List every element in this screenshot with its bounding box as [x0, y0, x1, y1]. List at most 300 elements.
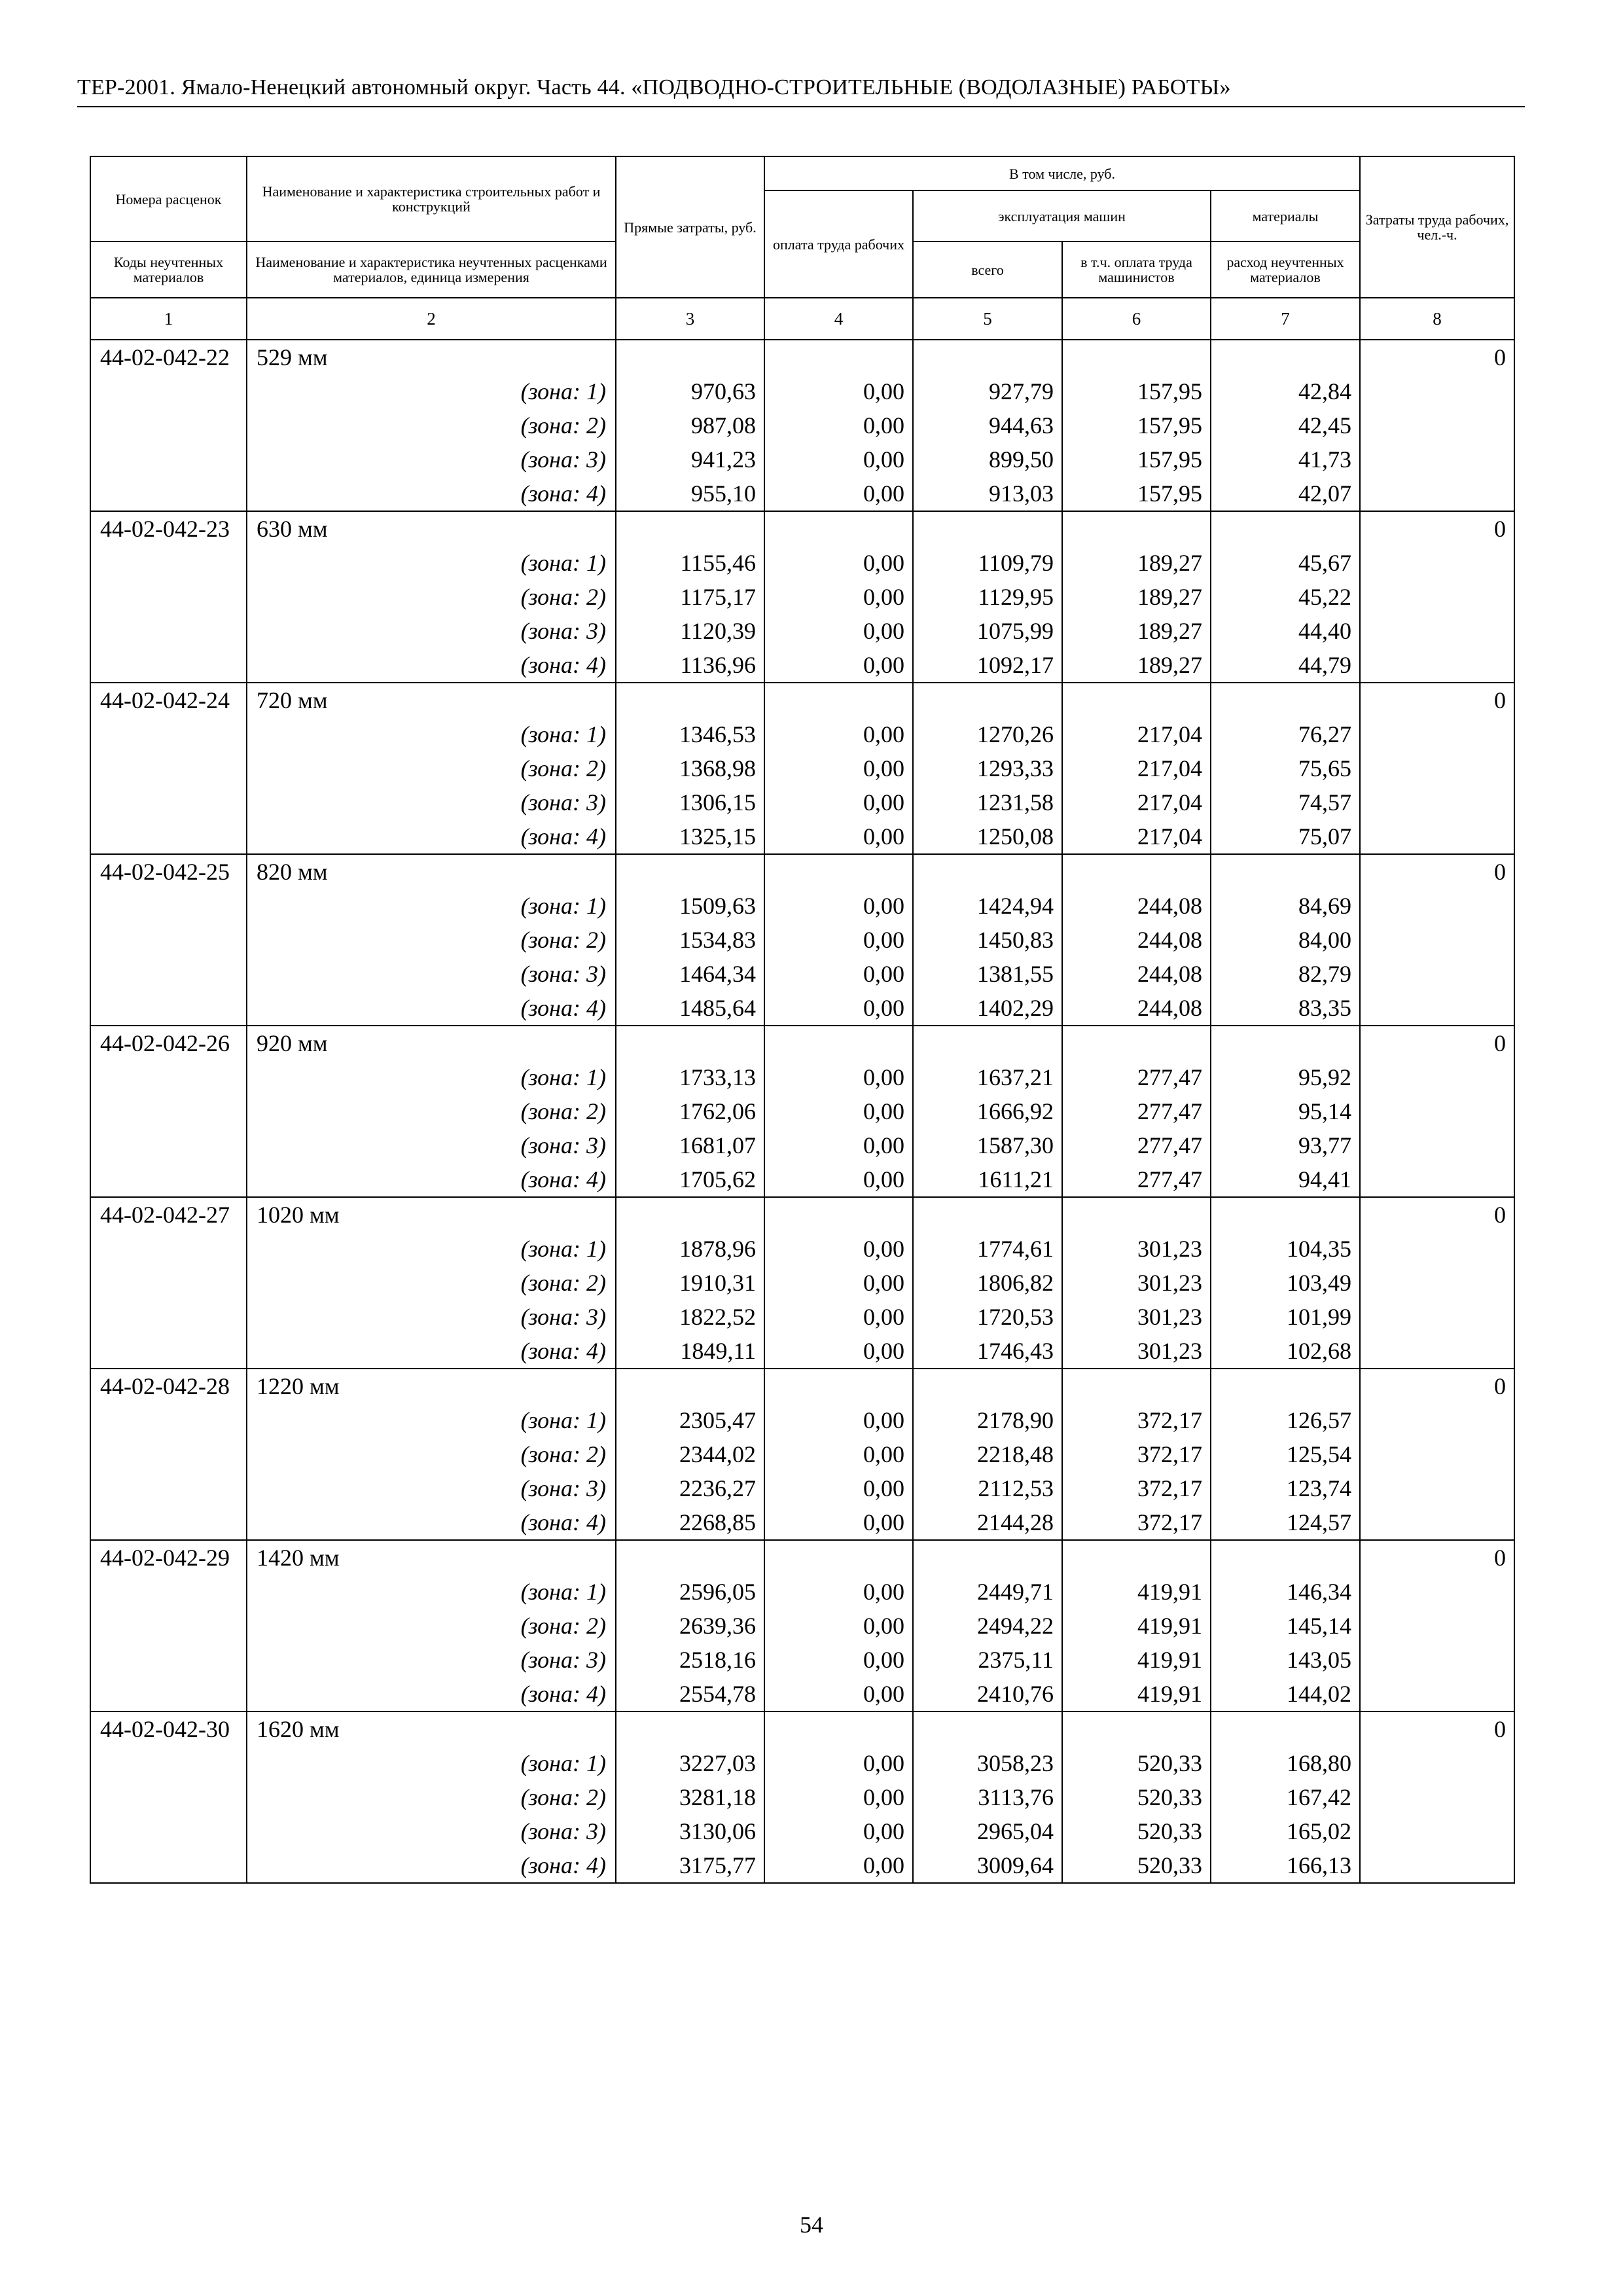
operator-wages-cell: 372,17 [1062, 1437, 1211, 1471]
header-unaccounted-codes: Коды неучтенных материалов [90, 242, 247, 298]
zone-label: (зона: 1) [247, 374, 616, 408]
rate-code: 44-02-042-24 [90, 683, 247, 717]
empty-cell [1211, 511, 1360, 546]
empty-cell [616, 1369, 764, 1403]
machines-total-cell: 1231,58 [913, 785, 1062, 819]
labor-cell: 0 [1360, 1197, 1514, 1232]
direct-cost-cell: 1681,07 [616, 1128, 764, 1162]
empty-cell [1360, 751, 1514, 785]
machines-total-cell: 1611,21 [913, 1162, 1062, 1197]
zone-label: (зона: 2) [247, 580, 616, 614]
machines-total-cell: 3058,23 [913, 1746, 1062, 1780]
operator-wages-cell: 277,47 [1062, 1094, 1211, 1128]
operator-wages-cell: 217,04 [1062, 819, 1211, 854]
empty-cell [1360, 819, 1514, 854]
header-including: В том числе, руб. [764, 156, 1360, 190]
machines-total-cell: 2449,71 [913, 1575, 1062, 1609]
machines-total-cell: 1402,29 [913, 991, 1062, 1026]
wages-cell: 0,00 [764, 889, 913, 923]
machines-total-cell: 1424,94 [913, 889, 1062, 923]
direct-cost-cell: 2518,16 [616, 1643, 764, 1677]
empty-cell [616, 1197, 764, 1232]
machines-total-cell: 1381,55 [913, 957, 1062, 991]
machines-total-cell: 1109,79 [913, 546, 1062, 580]
zone-row [90, 1677, 1514, 1712]
rate-title-row [90, 1712, 1514, 1746]
labor-cell: 0 [1360, 511, 1514, 546]
operator-wages-cell: 277,47 [1062, 1060, 1211, 1094]
empty-cell [90, 374, 247, 408]
machines-total-cell: 2965,04 [913, 1814, 1062, 1848]
empty-cell [1211, 1026, 1360, 1060]
wages-cell: 0,00 [764, 1780, 913, 1814]
header-operator-wages: в т.ч. оплата труда машинистов [1062, 242, 1211, 298]
empty-cell [90, 1609, 247, 1643]
materials-cell: 101,99 [1211, 1300, 1360, 1334]
zone-row [90, 1609, 1514, 1643]
rate-code: 44-02-042-29 [90, 1540, 247, 1575]
empty-cell [90, 1232, 247, 1266]
machines-total-cell: 3009,64 [913, 1848, 1062, 1883]
zone-label: (зона: 3) [247, 1471, 616, 1505]
materials-cell: 75,65 [1211, 751, 1360, 785]
operator-wages-cell: 189,27 [1062, 546, 1211, 580]
direct-cost-cell: 1175,17 [616, 580, 764, 614]
machines-total-cell: 1637,21 [913, 1060, 1062, 1094]
empty-cell [764, 1026, 913, 1060]
empty-cell [1360, 580, 1514, 614]
operator-wages-cell: 301,23 [1062, 1334, 1211, 1369]
materials-cell: 93,77 [1211, 1128, 1360, 1162]
empty-cell [764, 1197, 913, 1232]
direct-cost-cell: 3227,03 [616, 1746, 764, 1780]
zone-label: (зона: 1) [247, 717, 616, 751]
rate-code: 44-02-042-30 [90, 1712, 247, 1746]
empty-cell [1211, 1712, 1360, 1746]
direct-cost-cell: 1485,64 [616, 991, 764, 1026]
operator-wages-cell: 157,95 [1062, 476, 1211, 511]
empty-cell [764, 340, 913, 374]
machines-total-cell: 1720,53 [913, 1300, 1062, 1334]
empty-cell [616, 511, 764, 546]
rate-item [90, 1540, 1514, 1712]
materials-cell: 125,54 [1211, 1437, 1360, 1471]
rate-item [90, 1197, 1514, 1369]
direct-cost-cell: 1705,62 [616, 1162, 764, 1197]
machines-total-cell: 1666,92 [913, 1094, 1062, 1128]
rate-name: 529 мм [247, 340, 616, 374]
wages-cell: 0,00 [764, 408, 913, 442]
zone-row [90, 648, 1514, 683]
wages-cell: 0,00 [764, 1232, 913, 1266]
empty-cell [90, 1162, 247, 1197]
materials-cell: 168,80 [1211, 1746, 1360, 1780]
rate-title-row [90, 511, 1514, 546]
zone-label: (зона: 3) [247, 957, 616, 991]
empty-cell [90, 476, 247, 511]
empty-cell [90, 1814, 247, 1848]
operator-wages-cell: 372,17 [1062, 1403, 1211, 1437]
header-total: всего [913, 242, 1062, 298]
wages-cell: 0,00 [764, 1471, 913, 1505]
empty-cell [1360, 442, 1514, 476]
operator-wages-cell: 520,33 [1062, 1848, 1211, 1883]
rate-item [90, 340, 1514, 511]
materials-cell: 126,57 [1211, 1403, 1360, 1437]
empty-cell [913, 340, 1062, 374]
machines-total-cell: 2112,53 [913, 1471, 1062, 1505]
materials-cell: 84,69 [1211, 889, 1360, 923]
zone-row [90, 546, 1514, 580]
empty-cell [1360, 1437, 1514, 1471]
column-number: 1 [90, 298, 247, 340]
empty-cell [616, 683, 764, 717]
rate-item [90, 511, 1514, 683]
wages-cell: 0,00 [764, 1060, 913, 1094]
empty-cell [1360, 1094, 1514, 1128]
empty-cell [1360, 1266, 1514, 1300]
operator-wages-cell: 217,04 [1062, 717, 1211, 751]
zone-row [90, 442, 1514, 476]
empty-cell [90, 1334, 247, 1369]
materials-cell: 167,42 [1211, 1780, 1360, 1814]
machines-total-cell: 1587,30 [913, 1128, 1062, 1162]
wages-cell: 0,00 [764, 546, 913, 580]
empty-cell [1062, 1369, 1211, 1403]
direct-cost-cell: 1464,34 [616, 957, 764, 991]
header-materials: материалы [1211, 190, 1360, 242]
direct-cost-cell: 2305,47 [616, 1403, 764, 1437]
materials-cell: 94,41 [1211, 1162, 1360, 1197]
direct-cost-cell: 987,08 [616, 408, 764, 442]
wages-cell: 0,00 [764, 1266, 913, 1300]
empty-cell [1211, 854, 1360, 889]
rate-code: 44-02-042-27 [90, 1197, 247, 1232]
labor-cell: 0 [1360, 340, 1514, 374]
column-number-row [90, 298, 1514, 340]
empty-cell [90, 1128, 247, 1162]
rate-item [90, 1369, 1514, 1540]
empty-cell [90, 1300, 247, 1334]
machines-total-cell: 1774,61 [913, 1232, 1062, 1266]
materials-cell: 44,79 [1211, 648, 1360, 683]
materials-cell: 42,07 [1211, 476, 1360, 511]
wages-cell: 0,00 [764, 785, 913, 819]
empty-cell [1211, 1197, 1360, 1232]
direct-cost-cell: 1849,11 [616, 1334, 764, 1369]
empty-cell [1211, 683, 1360, 717]
materials-cell: 102,68 [1211, 1334, 1360, 1369]
rate-title-row [90, 1369, 1514, 1403]
empty-cell [913, 1026, 1062, 1060]
labor-cell: 0 [1360, 854, 1514, 889]
zone-label: (зона: 1) [247, 1403, 616, 1437]
zone-label: (зона: 2) [247, 1780, 616, 1814]
direct-cost-cell: 2596,05 [616, 1575, 764, 1609]
zone-label: (зона: 2) [247, 1609, 616, 1643]
materials-cell: 42,45 [1211, 408, 1360, 442]
machines-total-cell: 899,50 [913, 442, 1062, 476]
machines-total-cell: 2178,90 [913, 1403, 1062, 1437]
rate-name: 1220 мм [247, 1369, 616, 1403]
empty-cell [1360, 1780, 1514, 1814]
zone-label: (зона: 4) [247, 1505, 616, 1540]
machines-total-cell: 1293,33 [913, 751, 1062, 785]
zone-label: (зона: 2) [247, 1094, 616, 1128]
empty-cell [1211, 1540, 1360, 1575]
header-wages: оплата труда рабочих [764, 190, 913, 298]
materials-cell: 42,84 [1211, 374, 1360, 408]
empty-cell [1360, 1162, 1514, 1197]
header-unaccounted-names: Наименование и характеристика неучтенных расценками материалов, единица измерения [247, 242, 616, 298]
column-number: 5 [913, 298, 1062, 340]
operator-wages-cell: 157,95 [1062, 374, 1211, 408]
empty-cell [913, 1197, 1062, 1232]
zone-row [90, 1232, 1514, 1266]
empty-cell [1360, 1471, 1514, 1505]
header-direct-costs: Прямые затраты, руб. [616, 156, 764, 298]
empty-cell [90, 991, 247, 1026]
empty-cell [1360, 648, 1514, 683]
materials-cell: 45,67 [1211, 546, 1360, 580]
zone-label: (зона: 3) [247, 1300, 616, 1334]
empty-cell [764, 1540, 913, 1575]
empty-cell [90, 889, 247, 923]
zone-label: (зона: 2) [247, 1437, 616, 1471]
machines-total-cell: 1450,83 [913, 923, 1062, 957]
empty-cell [1360, 1848, 1514, 1883]
labor-cell: 0 [1360, 1026, 1514, 1060]
rate-code: 44-02-042-22 [90, 340, 247, 374]
direct-cost-cell: 1136,96 [616, 648, 764, 683]
operator-wages-cell: 419,91 [1062, 1609, 1211, 1643]
empty-cell [1062, 1540, 1211, 1575]
wages-cell: 0,00 [764, 1814, 913, 1848]
wages-cell: 0,00 [764, 1848, 913, 1883]
empty-cell [764, 854, 913, 889]
rate-item [90, 1026, 1514, 1197]
empty-cell [90, 1848, 247, 1883]
zone-label: (зона: 3) [247, 442, 616, 476]
machines-total-cell: 2494,22 [913, 1609, 1062, 1643]
zone-label: (зона: 2) [247, 923, 616, 957]
machines-total-cell: 1746,43 [913, 1334, 1062, 1369]
empty-cell [90, 614, 247, 648]
empty-cell [1062, 1026, 1211, 1060]
zone-label: (зона: 3) [247, 785, 616, 819]
empty-cell [1360, 1677, 1514, 1712]
zone-row [90, 1746, 1514, 1780]
zone-label: (зона: 1) [247, 1232, 616, 1266]
column-number: 4 [764, 298, 913, 340]
direct-cost-cell: 970,63 [616, 374, 764, 408]
empty-cell [90, 819, 247, 854]
zone-row [90, 374, 1514, 408]
zone-row [90, 1437, 1514, 1471]
operator-wages-cell: 189,27 [1062, 648, 1211, 683]
rates-table [90, 156, 1515, 1884]
empty-cell [1360, 408, 1514, 442]
operator-wages-cell: 419,91 [1062, 1677, 1211, 1712]
empty-cell [764, 511, 913, 546]
direct-cost-cell: 1762,06 [616, 1094, 764, 1128]
zone-label: (зона: 1) [247, 1575, 616, 1609]
machines-total-cell: 3113,76 [913, 1780, 1062, 1814]
materials-cell: 45,22 [1211, 580, 1360, 614]
empty-cell [1360, 1128, 1514, 1162]
wages-cell: 0,00 [764, 614, 913, 648]
zone-row [90, 819, 1514, 854]
empty-cell [90, 546, 247, 580]
wages-cell: 0,00 [764, 648, 913, 683]
zone-label: (зона: 4) [247, 991, 616, 1026]
empty-cell [1360, 546, 1514, 580]
materials-cell: 76,27 [1211, 717, 1360, 751]
direct-cost-cell: 3175,77 [616, 1848, 764, 1883]
zone-row [90, 923, 1514, 957]
zone-label: (зона: 4) [247, 1848, 616, 1883]
operator-wages-cell: 301,23 [1062, 1266, 1211, 1300]
zone-label: (зона: 2) [247, 751, 616, 785]
wages-cell: 0,00 [764, 580, 913, 614]
empty-cell [1360, 1643, 1514, 1677]
empty-cell [1360, 1403, 1514, 1437]
empty-cell [1360, 1746, 1514, 1780]
materials-cell: 75,07 [1211, 819, 1360, 854]
rate-name: 920 мм [247, 1026, 616, 1060]
materials-cell: 143,05 [1211, 1643, 1360, 1677]
empty-cell [1360, 1300, 1514, 1334]
wages-cell: 0,00 [764, 1437, 913, 1471]
wages-cell: 0,00 [764, 374, 913, 408]
machines-total-cell: 1250,08 [913, 819, 1062, 854]
empty-cell [1360, 1609, 1514, 1643]
direct-cost-cell: 1368,98 [616, 751, 764, 785]
materials-cell: 84,00 [1211, 923, 1360, 957]
empty-cell [1211, 1369, 1360, 1403]
rate-item [90, 1712, 1514, 1883]
wages-cell: 0,00 [764, 1403, 913, 1437]
machines-total-cell: 1092,17 [913, 648, 1062, 683]
zone-row [90, 717, 1514, 751]
operator-wages-cell: 189,27 [1062, 580, 1211, 614]
empty-cell [90, 1437, 247, 1471]
empty-cell [1360, 614, 1514, 648]
machines-total-cell: 927,79 [913, 374, 1062, 408]
materials-cell: 165,02 [1211, 1814, 1360, 1848]
rate-code: 44-02-042-26 [90, 1026, 247, 1060]
table-header [90, 156, 1514, 340]
zone-label: (зона: 1) [247, 1746, 616, 1780]
rate-code: 44-02-042-28 [90, 1369, 247, 1403]
empty-cell [1360, 889, 1514, 923]
header-labor: Затраты труда рабочих, чел.-ч. [1360, 156, 1514, 298]
zone-row [90, 1266, 1514, 1300]
zone-row [90, 1780, 1514, 1814]
header-work-name: Наименование и характеристика строительных работ и конструкций [247, 156, 616, 242]
wages-cell: 0,00 [764, 819, 913, 854]
empty-cell [1360, 1505, 1514, 1540]
empty-cell [90, 751, 247, 785]
operator-wages-cell: 244,08 [1062, 957, 1211, 991]
direct-cost-cell: 1534,83 [616, 923, 764, 957]
direct-cost-cell: 1878,96 [616, 1232, 764, 1266]
zone-label: (зона: 2) [247, 1266, 616, 1300]
empty-cell [913, 854, 1062, 889]
empty-cell [1360, 991, 1514, 1026]
wages-cell: 0,00 [764, 1609, 913, 1643]
wages-cell: 0,00 [764, 1505, 913, 1540]
machines-total-cell: 1129,95 [913, 580, 1062, 614]
rate-name: 1620 мм [247, 1712, 616, 1746]
rate-code: 44-02-042-25 [90, 854, 247, 889]
empty-cell [913, 1369, 1062, 1403]
zone-label: (зона: 4) [247, 648, 616, 683]
zone-row [90, 957, 1514, 991]
wages-cell: 0,00 [764, 751, 913, 785]
materials-cell: 145,14 [1211, 1609, 1360, 1643]
empty-cell [90, 957, 247, 991]
operator-wages-cell: 419,91 [1062, 1643, 1211, 1677]
rate-name: 1420 мм [247, 1540, 616, 1575]
empty-cell [1360, 1334, 1514, 1369]
direct-cost-cell: 2639,36 [616, 1609, 764, 1643]
machines-total-cell: 1270,26 [913, 717, 1062, 751]
zone-row [90, 580, 1514, 614]
materials-cell: 83,35 [1211, 991, 1360, 1026]
empty-cell [90, 1094, 247, 1128]
empty-cell [90, 1746, 247, 1780]
empty-cell [1360, 1060, 1514, 1094]
zone-label: (зона: 1) [247, 1060, 616, 1094]
machines-total-cell: 1806,82 [913, 1266, 1062, 1300]
materials-cell: 44,40 [1211, 614, 1360, 648]
operator-wages-cell: 372,17 [1062, 1505, 1211, 1540]
empty-cell [90, 648, 247, 683]
operator-wages-cell: 244,08 [1062, 923, 1211, 957]
rate-item [90, 854, 1514, 1026]
materials-cell: 144,02 [1211, 1677, 1360, 1712]
operator-wages-cell: 157,95 [1062, 442, 1211, 476]
empty-cell [1360, 785, 1514, 819]
operator-wages-cell: 520,33 [1062, 1814, 1211, 1848]
direct-cost-cell: 1910,31 [616, 1266, 764, 1300]
machines-total-cell: 1075,99 [913, 614, 1062, 648]
operator-wages-cell: 372,17 [1062, 1471, 1211, 1505]
empty-cell [90, 1471, 247, 1505]
machines-total-cell: 2144,28 [913, 1505, 1062, 1540]
direct-cost-cell: 3281,18 [616, 1780, 764, 1814]
zone-label: (зона: 4) [247, 1677, 616, 1712]
machines-total-cell: 913,03 [913, 476, 1062, 511]
empty-cell [616, 1540, 764, 1575]
empty-cell [1360, 717, 1514, 751]
empty-cell [616, 1712, 764, 1746]
wages-cell: 0,00 [764, 1300, 913, 1334]
zone-label: (зона: 4) [247, 1162, 616, 1197]
direct-cost-cell: 1306,15 [616, 785, 764, 819]
empty-cell [1360, 1814, 1514, 1848]
zone-row [90, 1403, 1514, 1437]
empty-cell [90, 1403, 247, 1437]
operator-wages-cell: 301,23 [1062, 1300, 1211, 1334]
direct-cost-cell: 2236,27 [616, 1471, 764, 1505]
empty-cell [90, 1505, 247, 1540]
direct-cost-cell: 2344,02 [616, 1437, 764, 1471]
empty-cell [1360, 374, 1514, 408]
machines-total-cell: 2410,76 [913, 1677, 1062, 1712]
wages-cell: 0,00 [764, 923, 913, 957]
